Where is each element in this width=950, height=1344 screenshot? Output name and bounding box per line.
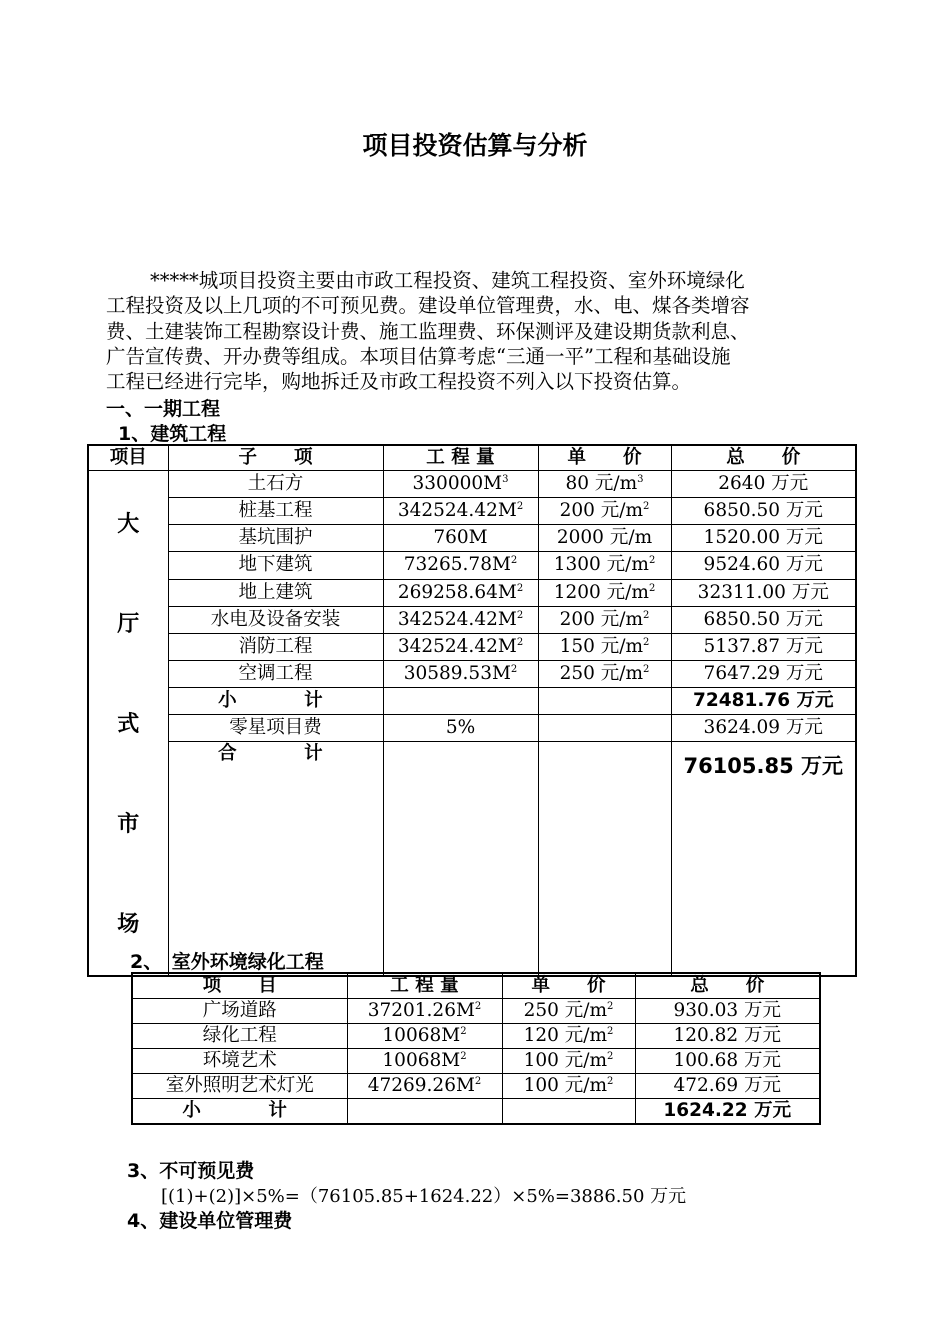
qty-cell [383, 552, 538, 579]
qty-value: 342524.42M [397, 635, 517, 657]
qty-cell [383, 498, 538, 525]
unit-price-exp: 2 [643, 636, 650, 648]
total-cell: 2640 万元 [671, 471, 856, 498]
unit-price-value: 200 元/m [559, 500, 644, 522]
total-cell: 6850.50 万元 [671, 498, 856, 525]
unit-price-exp: 3 [637, 473, 644, 485]
qty-unit-exp: 2 [460, 1025, 467, 1037]
table-row [132, 999, 820, 1024]
unit-price-value: 120 元/m [523, 1025, 608, 1046]
qty-unit-exp: 2 [516, 636, 524, 648]
unit-price-value: 150 元/m [559, 635, 644, 657]
empty-cell [347, 1099, 502, 1125]
qty-cell [383, 633, 538, 660]
total-cell: 472.69 万元 [635, 1074, 820, 1099]
intro-paragraph [106, 268, 858, 394]
qty-cell [383, 606, 538, 633]
total-cell: 100.68 万元 [635, 1049, 820, 1074]
total-cell: 1520.00 万元 [671, 525, 856, 552]
table-row [132, 1024, 820, 1049]
unit-price-value: 200 元/m [559, 608, 644, 630]
table-row [88, 498, 856, 525]
qty-value: 30589.53M [403, 663, 511, 685]
section-heading-building: 1、建筑工程 [118, 423, 227, 445]
unit-price-cell [538, 471, 671, 498]
qty-value: 269258.64M [397, 581, 517, 603]
unit-price-value: 250 元/m [523, 1000, 608, 1021]
total-cell: 120.82 万元 [635, 1024, 820, 1049]
unit-price-cell [538, 579, 671, 606]
unit-price-exp: 2 [607, 1050, 614, 1062]
section-heading-phase1: 一、一期工程 [106, 398, 221, 420]
qty-cell [383, 660, 538, 687]
unit-price-value: 1300 元/m [553, 554, 649, 576]
table-row [88, 579, 856, 606]
category-char: 大 [117, 512, 140, 537]
total-cell: 32311.00 万元 [671, 579, 856, 606]
unit-price-cell [538, 525, 671, 552]
page-title: 项目投资估算与分析 [362, 131, 588, 160]
qty-cell [383, 525, 538, 552]
table-row [88, 552, 856, 579]
qty-value: 10068M [382, 1025, 461, 1046]
misc-fee-value: 3624.09 万元 [671, 715, 856, 742]
unit-price-value: 250 元/m [559, 663, 644, 685]
item-cell: 桩基工程 [168, 498, 383, 525]
item-cell: 地下建筑 [168, 552, 383, 579]
header-cell: 工 程 量 [383, 445, 538, 471]
header-cell: 项 目 [132, 973, 347, 999]
table-header-row [88, 445, 856, 471]
subtotal-value: 1624.22 万元 [635, 1099, 820, 1125]
qty-cell [383, 579, 538, 606]
grand-total-value: 76105.85 万元 [671, 742, 856, 976]
qty-unit-exp: 2 [460, 1050, 467, 1062]
intro-line: 广告宣传费、开办费等组成。本项目估算考虑“三通一平”工程和基础设施 [106, 344, 731, 368]
qty-unit-exp: 2 [474, 1000, 482, 1012]
table-row [88, 633, 856, 660]
category-char: 式 [117, 712, 140, 737]
subtotal-label: 小 计 [132, 1099, 347, 1125]
header-cell: 总 价 [671, 445, 856, 471]
total-cell: 7647.29 万元 [671, 660, 856, 687]
item-cell: 基坑围护 [168, 525, 383, 552]
subtotal-row [132, 1099, 820, 1125]
item-cell: 地上建筑 [168, 579, 383, 606]
unit-price-value: 1200 元/m [553, 581, 649, 603]
grand-total-label: 合 计 [168, 742, 383, 976]
header-cell: 工 程 量 [347, 973, 502, 999]
unit-price-cell [502, 999, 635, 1024]
unit-price-exp: 2 [607, 1000, 614, 1012]
total-cell: 930.03 万元 [635, 999, 820, 1024]
qty-value: 73265.78M [403, 554, 511, 576]
unit-price-value: 100 元/m [523, 1075, 608, 1096]
building-cost-table [87, 444, 857, 977]
table-row [88, 606, 856, 633]
qty-value: 37201.26M [367, 1000, 475, 1021]
intro-line: 工程投资及以上几项的不可预见费。建设单位管理费，水、电、煤各类增容 [106, 294, 750, 318]
item-cell: 消防工程 [168, 633, 383, 660]
unit-price-exp: 2 [643, 663, 650, 675]
table-row [132, 1074, 820, 1099]
unit-price-cell [502, 1024, 635, 1049]
header-cell: 单 价 [538, 445, 671, 471]
unit-price-cell [538, 552, 671, 579]
qty-value: 760M [433, 527, 488, 549]
table-row [88, 471, 856, 498]
item-cell: 空调工程 [168, 660, 383, 687]
empty-cell [502, 1099, 635, 1125]
qty-unit-exp: 2 [474, 1075, 482, 1087]
unit-price-exp: 2 [643, 609, 650, 621]
intro-line: *****城项目投资主要由市政工程投资、建筑工程投资、室外环境绿化 [150, 269, 745, 292]
grand-total-row [88, 742, 856, 976]
qty-cell [347, 999, 502, 1024]
empty-cell [538, 715, 671, 742]
intro-line: 费、土建装饰工程勘察设计费、施工监理费、环保测评及建设期货款利息、 [106, 319, 750, 343]
table-row [88, 660, 856, 687]
table-header-row [132, 973, 820, 999]
table-row [132, 1049, 820, 1074]
header-cell: 项目 [88, 445, 168, 471]
contingency-formula: [(1)+(2)]×5%=（76105.85+1624.22）×5%=3886.50 万元 [161, 1186, 687, 1207]
category-char: 市 [117, 812, 140, 837]
qty-cell [347, 1049, 502, 1074]
qty-unit-exp: 3 [502, 473, 509, 485]
subtotal-label: 小 计 [168, 688, 383, 715]
unit-price-cell [502, 1074, 635, 1099]
empty-cell [383, 742, 538, 976]
unit-price-exp: 2 [648, 555, 656, 567]
unit-price-exp: 2 [643, 501, 650, 513]
misc-fee-row [88, 715, 856, 742]
header-cell: 总 价 [635, 973, 820, 999]
intro-line: 工程已经进行完毕，购地拆迁及市政工程投资不列入以下投资估算。 [106, 370, 692, 394]
qty-value: 47269.26M [367, 1075, 475, 1096]
subtotal-value: 72481.76 万元 [671, 688, 856, 715]
qty-unit-exp: 2 [516, 609, 524, 621]
empty-cell [538, 742, 671, 976]
item-cell: 环境艺术 [132, 1049, 347, 1074]
section-heading-greening: 2、 室外环境绿化工程 [130, 951, 324, 973]
section-heading-management-fee: 4、建设单位管理费 [127, 1210, 293, 1232]
empty-cell [383, 688, 538, 715]
qty-unit-exp: 2 [516, 501, 524, 513]
misc-fee-label: 零星项目费 [168, 715, 383, 742]
qty-value: 330000M [412, 473, 503, 495]
header-cell: 单 价 [502, 973, 635, 999]
unit-price-cell [538, 633, 671, 660]
unit-price-cell [502, 1049, 635, 1074]
qty-cell [383, 471, 538, 498]
empty-cell [538, 688, 671, 715]
item-cell: 广场道路 [132, 999, 347, 1024]
misc-fee-rate: 5% [383, 715, 538, 742]
unit-price-value: 2000 元/m [556, 527, 653, 549]
qty-value: 10068M [382, 1050, 461, 1071]
total-cell: 5137.87 万元 [671, 633, 856, 660]
category-cell [88, 471, 168, 977]
unit-price-exp: 2 [607, 1075, 614, 1087]
qty-unit-exp: 2 [516, 582, 524, 594]
section-heading-contingency: 3、不可预见费 [127, 1160, 255, 1182]
qty-unit-exp: 2 [510, 663, 518, 675]
greening-cost-table [131, 972, 821, 1125]
unit-price-exp: 2 [607, 1025, 614, 1037]
category-char: 厅 [117, 612, 140, 637]
qty-value: 342524.42M [397, 500, 517, 522]
unit-price-cell [538, 498, 671, 525]
qty-cell [347, 1074, 502, 1099]
qty-value: 342524.42M [397, 608, 517, 630]
total-cell: 6850.50 万元 [671, 606, 856, 633]
unit-price-cell [538, 660, 671, 687]
unit-price-value: 80 元/m [565, 473, 638, 495]
category-char: 场 [117, 912, 140, 937]
item-cell: 室外照明艺术灯光 [132, 1074, 347, 1099]
unit-price-cell [538, 606, 671, 633]
header-cell: 子 项 [168, 445, 383, 471]
qty-unit-exp: 2 [510, 555, 518, 567]
item-cell: 土石方 [168, 471, 383, 498]
unit-price-exp: 2 [648, 582, 656, 594]
item-cell: 水电及设备安装 [168, 606, 383, 633]
qty-cell [347, 1024, 502, 1049]
subtotal-row [88, 688, 856, 715]
item-cell: 绿化工程 [132, 1024, 347, 1049]
unit-price-value: 100 元/m [523, 1050, 608, 1071]
table-row [88, 525, 856, 552]
total-cell: 9524.60 万元 [671, 552, 856, 579]
